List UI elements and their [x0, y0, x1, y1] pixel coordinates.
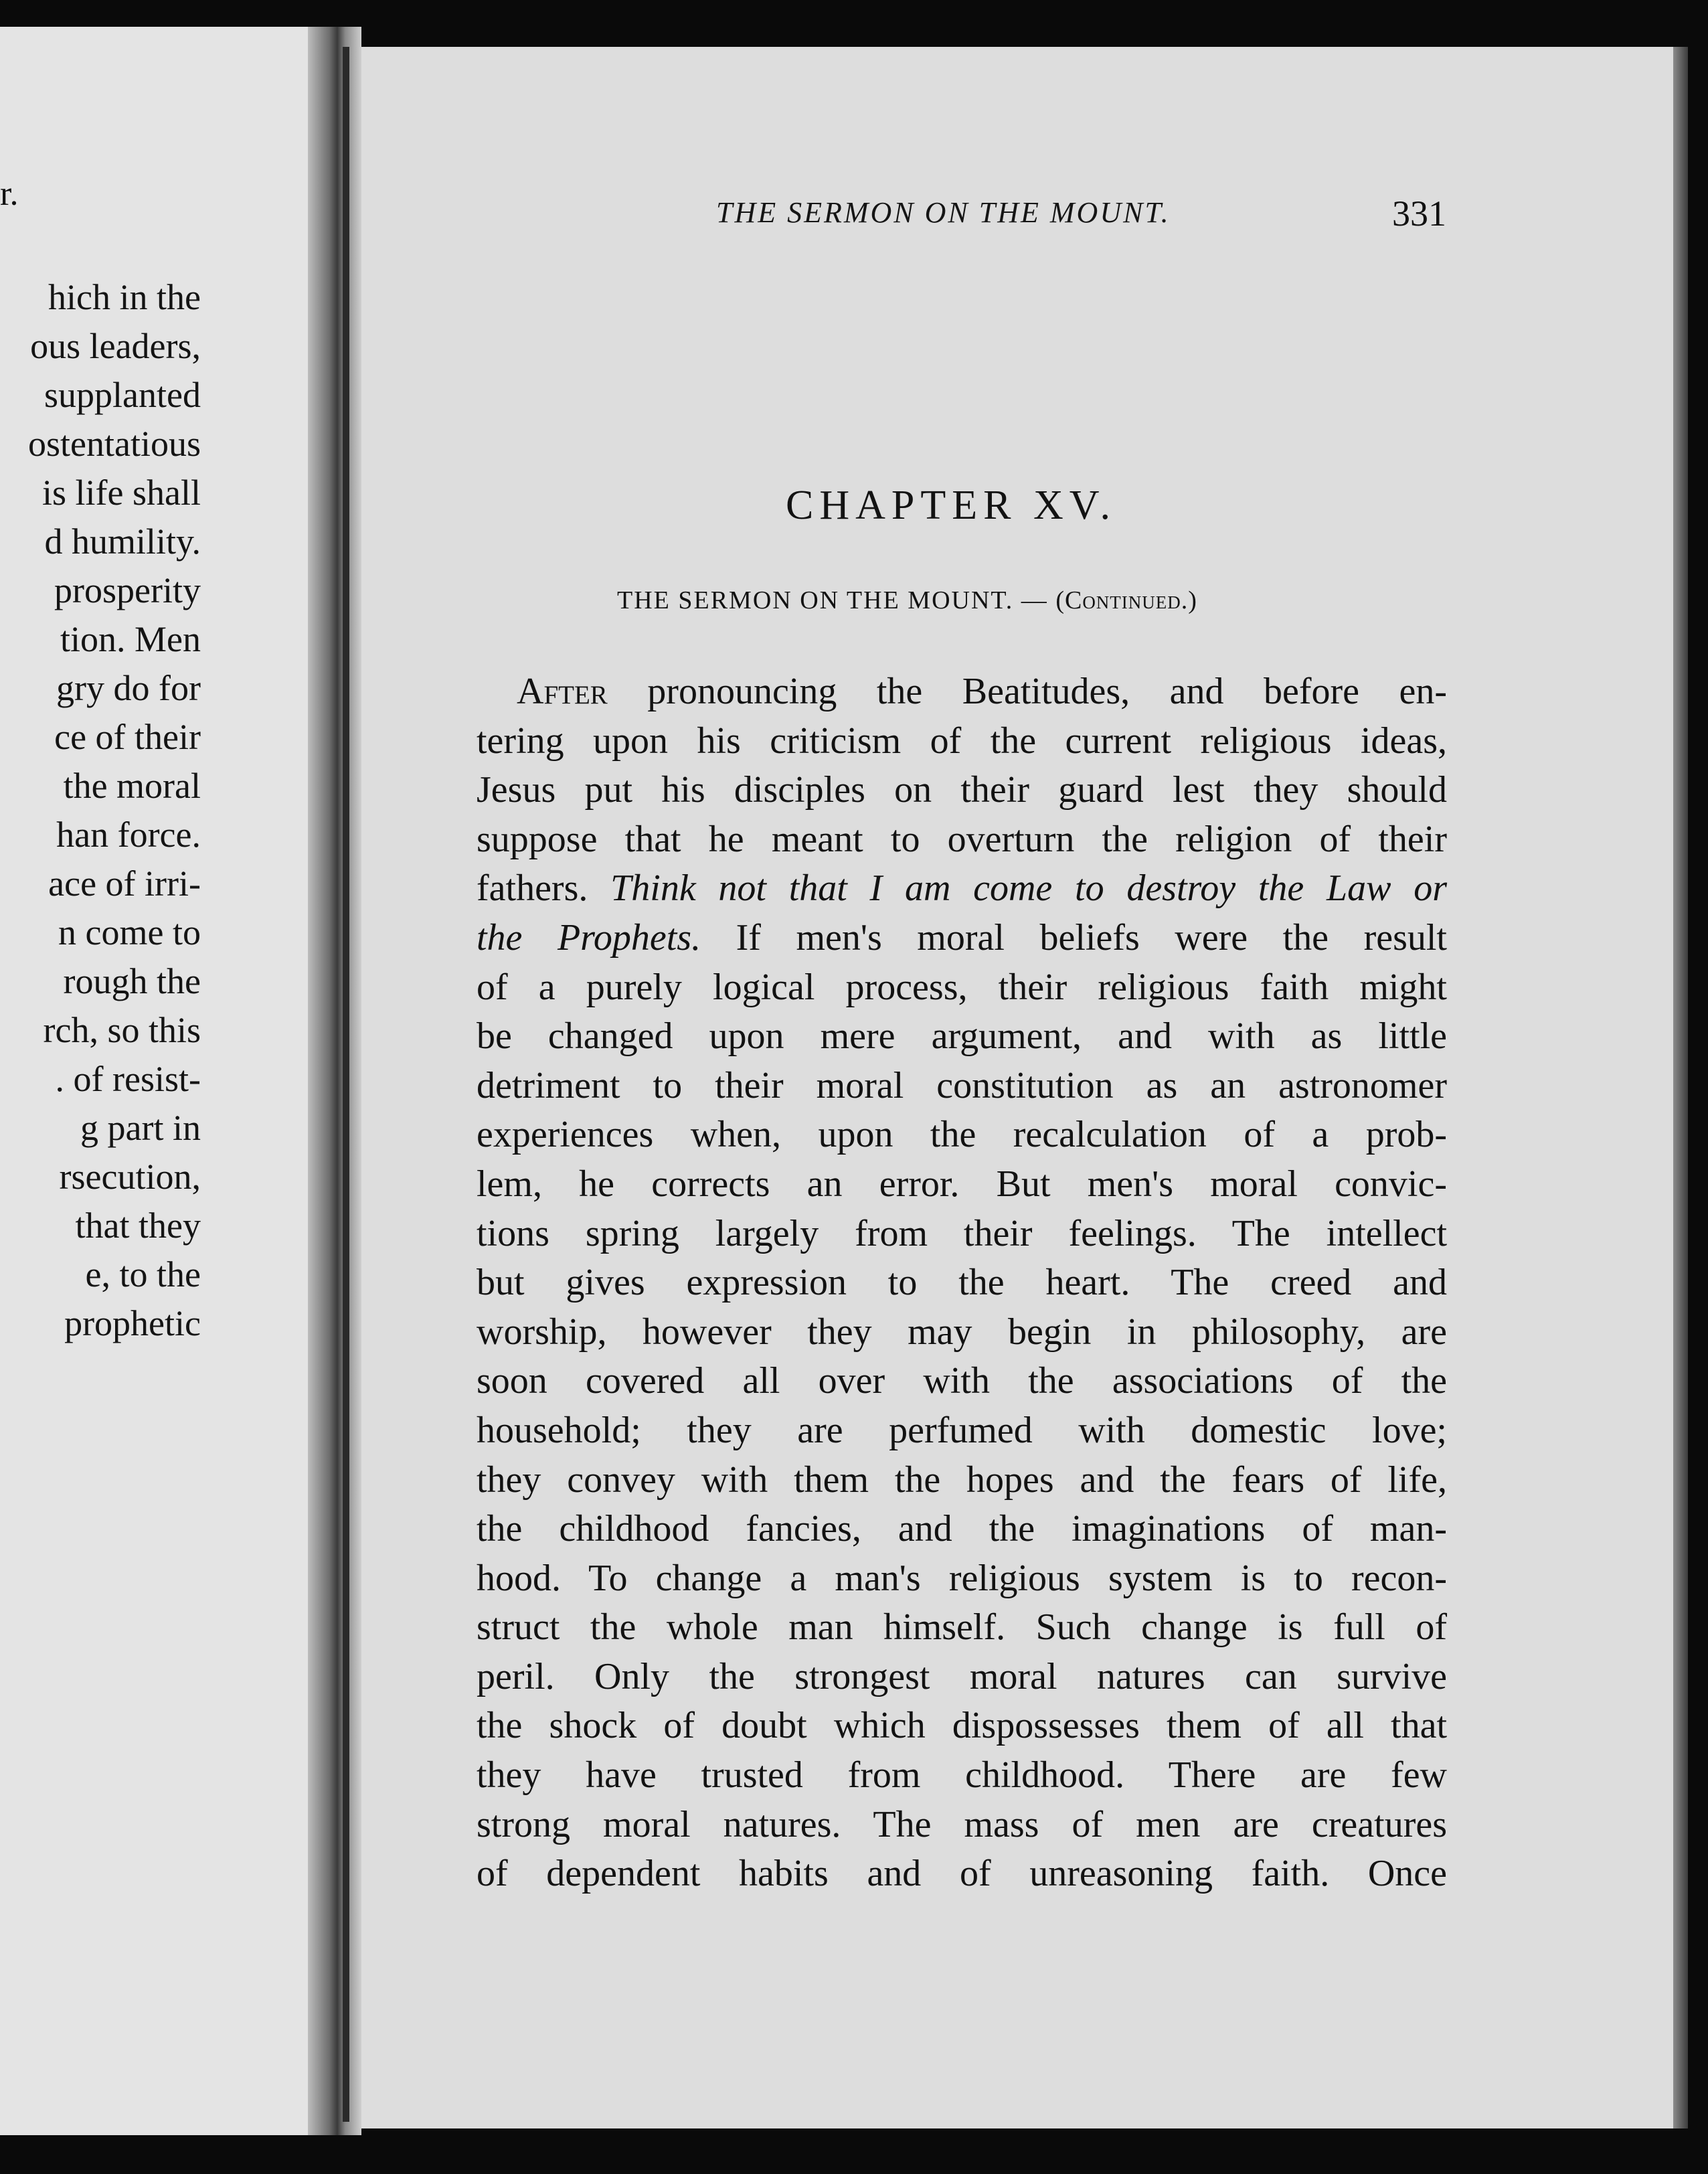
text-line: struct the whole man himself. Such change is full of	[477, 1606, 1447, 1649]
left-line: that they	[75, 1205, 201, 1246]
text-line: worship, however they may begin in philosophy, are	[477, 1311, 1447, 1353]
chapter-title: CHAPTER XV.	[786, 483, 1117, 528]
left-line: ostentatious	[28, 424, 201, 464]
text-line: Jesus put his disciples on their guard lest they should	[477, 769, 1447, 811]
scripture-quote: the Prophets.	[477, 916, 701, 958]
left-line: tion. Men	[60, 619, 201, 659]
left-line: e, to the	[85, 1254, 201, 1294]
left-line: prosperity	[54, 570, 201, 610]
text-line: experiences when, upon the recalculation of a prob-	[477, 1114, 1447, 1156]
text-line: tering upon his criticism of the current religious ideas,	[477, 720, 1447, 762]
previous-page	[0, 27, 315, 2135]
text-line: but gives expression to the heart. The creed and	[477, 1262, 1447, 1304]
chapter-subtitle-continued: (Continued.)	[1055, 586, 1197, 614]
text-line: soon covered all over with the associations of the	[477, 1360, 1447, 1402]
text-line: detriment to their moral constitution as an astronomer	[477, 1064, 1447, 1106]
drop-word: After	[517, 671, 608, 712]
text-line: the Prophets. If men's moral beliefs were the result	[477, 916, 1447, 958]
left-line: rsecution,	[59, 1157, 201, 1197]
body-paragraph	[477, 667, 1447, 1899]
page-number: 331	[1392, 193, 1446, 234]
page-fold	[343, 47, 349, 2122]
text-line: of dependent habits and of unreasoning faith. Once	[477, 1853, 1447, 1895]
text-line: be changed upon mere argument, and with as little	[477, 1015, 1447, 1058]
left-page-top-mark: r.	[0, 175, 19, 213]
left-line: . of resist-	[55, 1059, 201, 1099]
text-line: strong moral natures. The mass of men are creatures	[477, 1803, 1447, 1845]
text-line: household; they are perfumed with domestic love;	[477, 1409, 1447, 1451]
left-line: ce of their	[54, 717, 201, 757]
left-line: rch, so this	[43, 1010, 201, 1050]
text-line: fathers. Think not that I am come to destroy the Law or	[477, 867, 1448, 910]
text-line: of a purely logical process, their religious faith might	[477, 966, 1447, 1008]
running-head: THE SERMON ON THE MOUNT.	[716, 196, 1171, 229]
text-line: they have trusted from childhood. There are few	[477, 1754, 1447, 1796]
left-line: prophetic	[64, 1303, 201, 1343]
text-line: they convey with them the hopes and the fears of life,	[477, 1458, 1447, 1501]
text-line: lem, he corrects an error. But men's moral convic-	[477, 1163, 1447, 1205]
text-line: the shock of doubt which dispossesses them of all that	[477, 1705, 1447, 1747]
left-line: ous leaders,	[30, 326, 201, 366]
text-line: the childhood fancies, and the imaginations of man-	[477, 1508, 1447, 1550]
left-line: the moral	[63, 766, 201, 806]
chapter-subtitle-text: THE SERMON ON THE MOUNT. —	[617, 586, 1048, 614]
page-edge	[1673, 47, 1688, 2128]
book-gutter	[308, 27, 361, 2135]
left-line: d humility.	[44, 521, 201, 562]
left-line: gry do for	[56, 668, 201, 708]
text-line: peril. Only the strongest moral natures can survive	[477, 1655, 1447, 1697]
text-line: tions spring largely from their feelings. The intellect	[477, 1212, 1447, 1254]
scripture-quote: Think not that I am come to destroy the Law or	[610, 867, 1448, 910]
left-line: n come to	[58, 912, 201, 952]
left-line: ace of irri-	[48, 863, 201, 904]
left-page-text	[0, 273, 315, 1348]
chapter-subtitle	[617, 586, 1197, 615]
text-line: After pronouncing the Beatitudes, and before en-	[517, 671, 1447, 712]
left-line: hich in the	[48, 277, 201, 317]
left-line: is life shall	[42, 473, 201, 513]
left-line: supplanted	[44, 375, 201, 415]
left-line: han force.	[56, 815, 201, 855]
left-line: rough the	[63, 961, 201, 1001]
text-line: hood. To change a man's religious system is to recon-	[477, 1557, 1447, 1599]
text-line: suppose that he meant to overturn the religion of their	[477, 818, 1447, 860]
left-line: g part in	[80, 1108, 201, 1148]
